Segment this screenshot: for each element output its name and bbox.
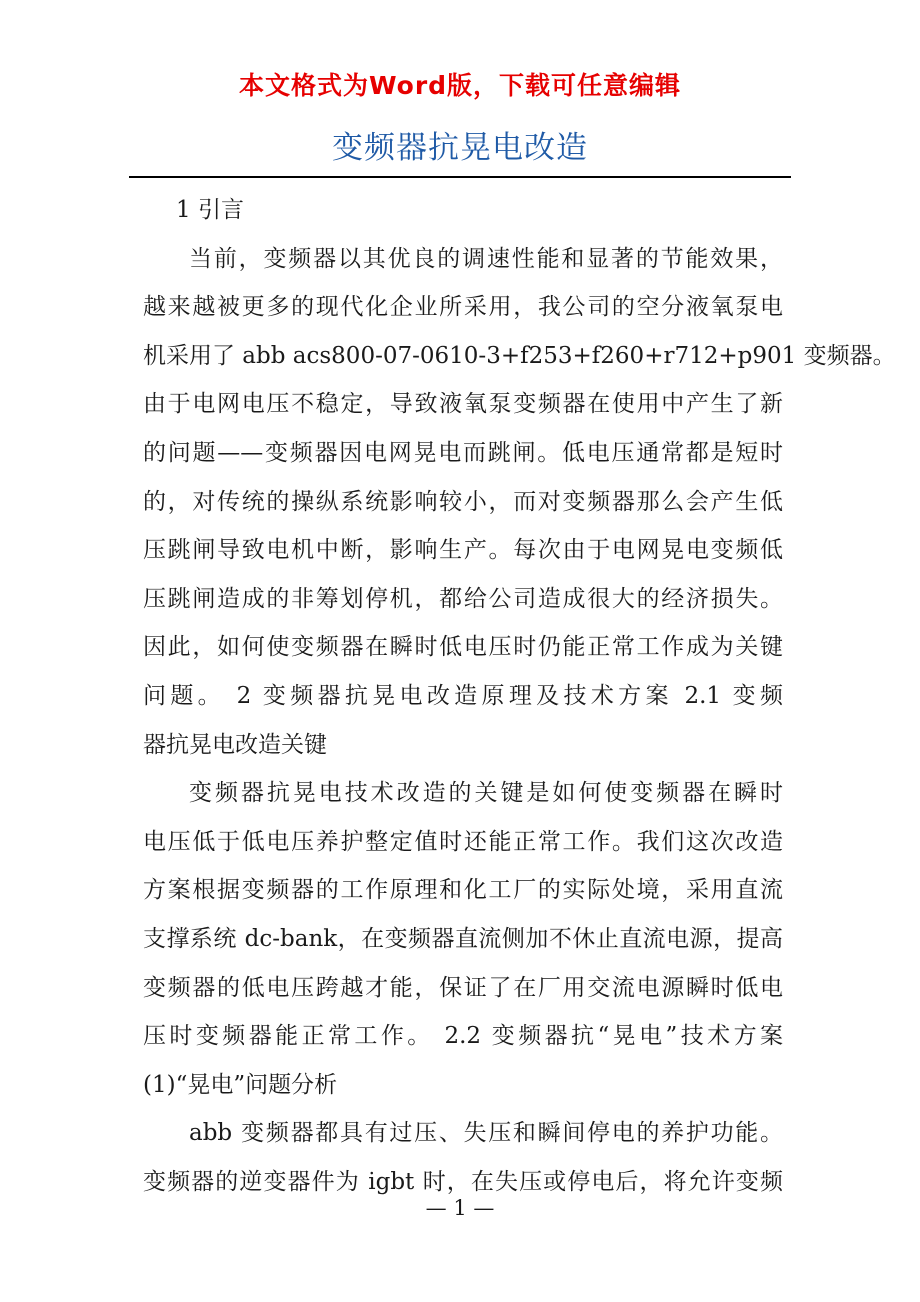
paragraph-line: 的，对传统的操纵系统影响较小，而对变频器那么会产生低 <box>143 488 783 515</box>
paragraph-line: 机采用了 abb acs800-07-0610-3+f253+f260+r712+p901 变频器。 <box>143 342 896 369</box>
paragraph-line: 的问题——变频器因电网晃电而跳闸。低电压通常都是短时 <box>143 439 783 466</box>
document-title: 变频器抗晃电改造 <box>332 130 588 166</box>
section-heading: 1 引言 <box>176 197 244 223</box>
paragraph-line: 器抗晃电改造关键 <box>143 731 327 758</box>
paragraph-line: abb 变频器都具有过压、失压和瞬间停电的养护功能。 <box>189 1120 783 1147</box>
paragraph-line: 越来越被更多的现代化企业所采用，我公司的空分液氧泵电 <box>143 294 783 321</box>
document-body <box>143 186 896 1206</box>
paragraph-line: 压时变频器能正常工作。 2.2 变频器抗“晃电”技术方案 <box>143 1023 783 1050</box>
paragraph-line: 变频器的逆变器件为 igbt 时，在失压或停电后，将允许变频 <box>143 1168 783 1195</box>
paragraph-line: 电压低于低电压养护整定值时还能正常工作。我们这次改造 <box>143 828 783 855</box>
paragraph-line: 问题。 2 变频器抗晃电改造原理及技术方案 2.1 变频 <box>143 682 783 709</box>
paragraph-line: 压跳闸导致电机中断，影响生产。每次由于电网晃电变频低 <box>143 537 783 564</box>
paragraph-line: 方案根据变频器的工作原理和化工厂的实际处境，采用直流 <box>143 877 783 904</box>
paragraph-line: 因此，如何使变频器在瞬时低电压时仍能正常工作成为关键 <box>143 634 783 661</box>
download-banner: 本文格式为Word版，下载可任意编辑 <box>238 71 682 100</box>
paragraph-line: 变频器的低电压跨越才能，保证了在厂用交流电源瞬时低电 <box>143 974 783 1001</box>
paragraph-line: 支撑系统 dc-bank，在变频器直流侧加不休止直流电源，提高 <box>143 925 783 952</box>
paragraph-line: (1)“晃电”问题分析 <box>143 1071 338 1098</box>
paragraph-line: 由于电网电压不稳定，导致液氧泵变频器在使用中产生了新 <box>143 391 783 418</box>
page-number: — 1 — <box>425 1196 495 1220</box>
paragraph-line: 变频器抗晃电技术改造的关键是如何使变频器在瞬时 <box>189 780 783 807</box>
header-rule <box>129 176 791 178</box>
paragraph-line: 压跳闸造成的非筹划停机，都给公司造成很大的经济损失。 <box>143 585 783 612</box>
paragraph-line: 当前，变频器以其优良的调速性能和显著的节能效果， <box>189 245 783 272</box>
